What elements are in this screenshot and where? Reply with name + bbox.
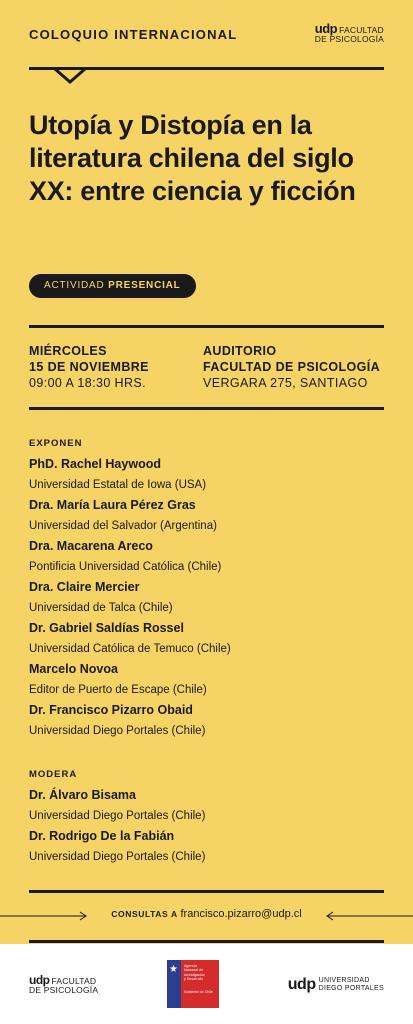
event-title: Utopía y Distopía en la literatura chilena del siglo XX: entre ciencia y ficción [29,110,356,206]
speaker-affiliation: Universidad Diego Portales (Chile) [29,724,206,737]
info-top-divider [29,325,384,328]
list-item [29,454,384,495]
attendance-badge [29,274,196,298]
footer-logos [0,944,413,1024]
speaker-name: Dr. Gabriel Saldías Rossel [29,621,184,635]
chile-star-icon: ★ [169,964,178,975]
gov-line1: Agencia [184,964,197,968]
event-date: 15 DE NOVIEMBRE [29,360,149,374]
faculty-logo-footer [29,974,98,995]
moderator-name: Dr. Rodrigo De la Fabián [29,829,175,843]
footer-divider [29,940,384,943]
speaker-affiliation: Universidad Estatal de Iowa (USA) [29,478,207,491]
speaker-name: Marcelo Novoa [29,662,118,676]
moderator-affiliation: Universidad Diego Portales (Chile) [29,850,206,863]
event-type-label: COLOQUIO INTERNACIONAL [29,27,238,42]
list-item [29,577,384,618]
speaker-affiliation: Universidad Católica de Temuco (Chile) [29,642,231,655]
badge-value: PRESENCIAL [108,280,181,291]
list-item [29,495,384,536]
udp-wordmark: udp [314,21,338,36]
logo-line1: FACULTAD [339,25,384,35]
logo-line2: DE PSICOLOGÍA [29,985,99,995]
gov-line4: y Desarrollo [184,977,204,982]
list-item [29,536,384,577]
speaker-affiliation: Universidad de Talca (Chile) [29,601,173,614]
udp-university-logo [288,976,384,994]
contact-top-divider [29,890,384,893]
speaker-name: PhD. Rachel Haywood [29,457,161,471]
speaker-affiliation: Pontificia Universidad Católica (Chile) [29,560,222,573]
info-bottom-divider [29,407,384,410]
udp-wordmark: udp [29,973,50,987]
speaker-affiliation: Editor de Puerto de Escape (Chile) [29,683,207,696]
moderators-list [29,785,384,867]
badge-prefix: ACTIVIDAD [44,280,105,291]
speaker-affiliation: Universidad del Salvador (Argentina) [29,519,217,532]
speaker-name: Dra. María Laura Pérez Gras [29,498,196,512]
speakers-label: EXPONEN [29,438,83,449]
speakers-list [29,454,384,741]
list-item [29,700,384,741]
venue-address: VERGARA 275, SANTIAGO [203,376,368,390]
contact-label: CONSULTAS A [111,909,178,919]
list-item [29,618,384,659]
university-line2: DIEGO PORTALES [318,985,384,992]
anid-gov-logo [167,960,219,1008]
speaker-name: Dra. Claire Mercier [29,580,140,594]
moderators-label: MODERA [29,769,78,780]
event-time: 09:00 A 18:30 HRS. [29,376,147,390]
moderator-name: Dr. Álvaro Bisama [29,788,136,802]
event-day: MIÉRCOLES [29,344,107,358]
venue-block [203,343,380,391]
venue-name: AUDITORIO [203,344,277,358]
udp-wordmark: udp [287,976,316,993]
contact-email[interactable]: francisco.pizarro@udp.cl [180,908,302,920]
list-item [29,826,384,867]
gov-line2: Nacional de [184,968,203,973]
university-line1: UNIVERSIDAD [318,977,370,984]
faculty-logo-top [315,22,384,44]
list-item [29,659,384,700]
chevron-down-icon [54,68,86,84]
logo-line1: FACULTAD [51,976,97,986]
speaker-name: Dr. Francisco Pizarro Obaid [29,703,193,717]
arrow-left-icon [325,910,413,922]
gov-line5: Gobierno de Chile [184,989,213,994]
moderator-affiliation: Universidad Diego Portales (Chile) [29,809,206,822]
venue-place: FACULTAD DE PSICOLOGÍA [203,360,381,374]
logo-line2: DE PSICOLOGÍA [314,34,384,44]
date-block [29,343,149,391]
speaker-name: Dra. Macarena Areco [29,539,153,553]
gov-line3: Investigación [184,972,205,977]
list-item [29,785,384,826]
